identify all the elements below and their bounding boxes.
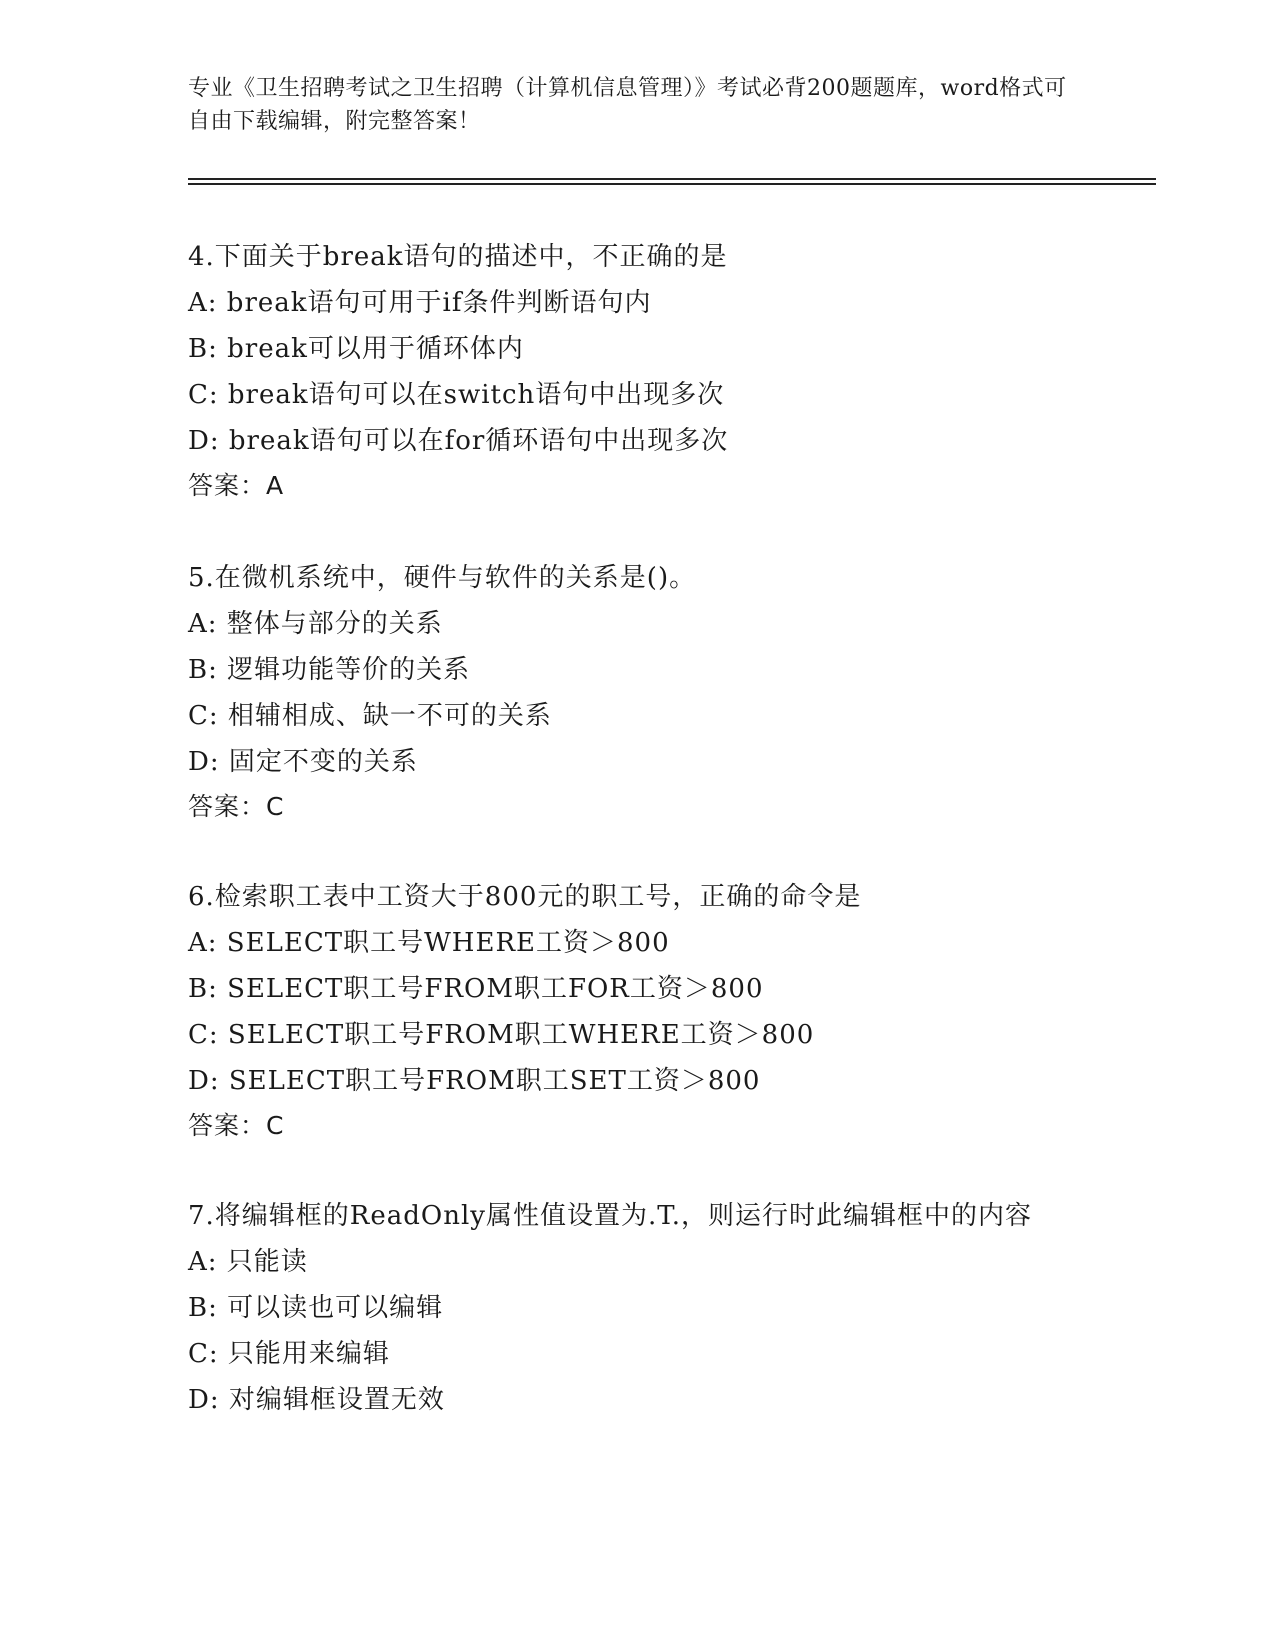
option-c: C: SELECT职工号FROM职工WHERE工资＞800	[188, 1020, 815, 1050]
option-b: B: break可以用于循环体内	[188, 334, 524, 364]
option-a: A: break语句可用于if条件判断语句内	[188, 288, 652, 318]
option-d: D: 固定不变的关系	[188, 747, 418, 777]
header-divider-bottom	[188, 183, 1156, 185]
header-divider-top	[188, 178, 1156, 180]
option-b: B: 逻辑功能等价的关系	[188, 655, 471, 685]
question-5	[188, 555, 1088, 829]
question-title: 7.将编辑框的ReadOnly属性值设置为.T.，则运行时此编辑框中的内容	[188, 1201, 1033, 1231]
answer-line: 答案：C	[188, 792, 285, 821]
option-d: D: 对编辑框设置无效	[188, 1385, 445, 1415]
question-title: 5.在微机系统中，硬件与软件的关系是()。	[188, 563, 697, 593]
option-a: A: 整体与部分的关系	[188, 609, 443, 639]
answer-line: 答案：A	[188, 471, 285, 500]
option-c: C: 只能用来编辑	[188, 1339, 390, 1369]
option-d: D: SELECT职工号FROM职工SET工资＞800	[188, 1066, 761, 1096]
answer-line: 答案：C	[188, 1111, 285, 1140]
option-c: C: break语句可以在switch语句中出现多次	[188, 380, 725, 410]
question-6	[188, 874, 1088, 1148]
option-d: D: break语句可以在for循环语句中出现多次	[188, 426, 729, 456]
question-7	[188, 1194, 1088, 1423]
option-a: A: 只能读	[188, 1247, 308, 1277]
document-header: 专业《卫生招聘考试之卫生招聘（计算机信息管理）》考试必背200题题库，word格式可自由下载编辑，附完整答案！	[188, 76, 1067, 134]
question-title: 4.下面关于break语句的描述中，不正确的是	[188, 242, 728, 272]
option-c: C: 相辅相成、缺一不可的关系	[188, 701, 552, 731]
option-b: B: 可以读也可以编辑	[188, 1293, 444, 1323]
option-b: B: SELECT职工号FROM职工FOR工资＞800	[188, 974, 764, 1004]
question-title: 6.检索职工表中工资大于800元的职工号，正确的命令是	[188, 882, 862, 912]
option-a: A: SELECT职工号WHERE工资＞800	[188, 928, 670, 958]
question-4	[188, 234, 1088, 508]
